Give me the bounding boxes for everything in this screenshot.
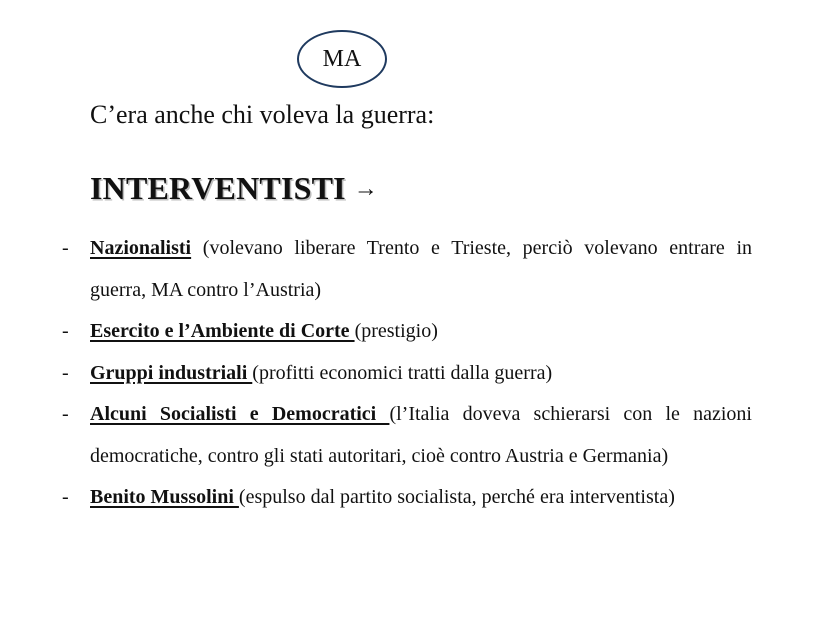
item-term: Gruppi industriali: [90, 361, 253, 384]
intro-text: C’era anche chi voleva la guerra:: [90, 100, 435, 129]
bullet-dash: -: [62, 237, 69, 259]
list-item-mussolini: [0, 477, 752, 519]
list-item-gruppi-industriali: [0, 353, 752, 395]
item-term: Esercito e l’Ambiente di Corte: [90, 320, 355, 342]
heading-title: INTERVENTISTI: [90, 170, 346, 206]
ma-oval: [297, 30, 387, 88]
arrow-right-icon: →: [353, 176, 378, 202]
list-item-socialisti-democratici: [0, 394, 752, 477]
item-description: (profitti economici tratti dalla guerra): [252, 361, 553, 384]
list-item-nazionalisti: [0, 228, 752, 311]
bullet-dash: -: [62, 486, 69, 508]
item-description: (l’Italia doveva schierarsi con le nazioni democratiche, contro gli stati autoritari, cioè contro Austria e Germania): [90, 403, 752, 467]
page-heading: [90, 170, 378, 207]
bullet-dash: -: [62, 320, 69, 342]
item-term: Nazionalisti: [90, 237, 192, 259]
item-description: (volevano liberare Trento e Trieste, perciò volevano entrare in guerra, MA contro l’Austria): [90, 237, 752, 301]
ma-label: MA: [322, 46, 362, 72]
bullet-dash: -: [62, 361, 69, 384]
item-description: (espulso dal partito socialista, perché era interventista): [238, 486, 675, 508]
item-term: Alcuni Socialisti e Democratici: [90, 403, 390, 425]
list-item-esercito: [0, 311, 752, 353]
item-term: Benito Mussolini: [90, 486, 239, 508]
interventionist-list: [0, 228, 828, 519]
item-description: (prestigio): [354, 320, 438, 342]
bullet-dash: -: [62, 403, 69, 425]
